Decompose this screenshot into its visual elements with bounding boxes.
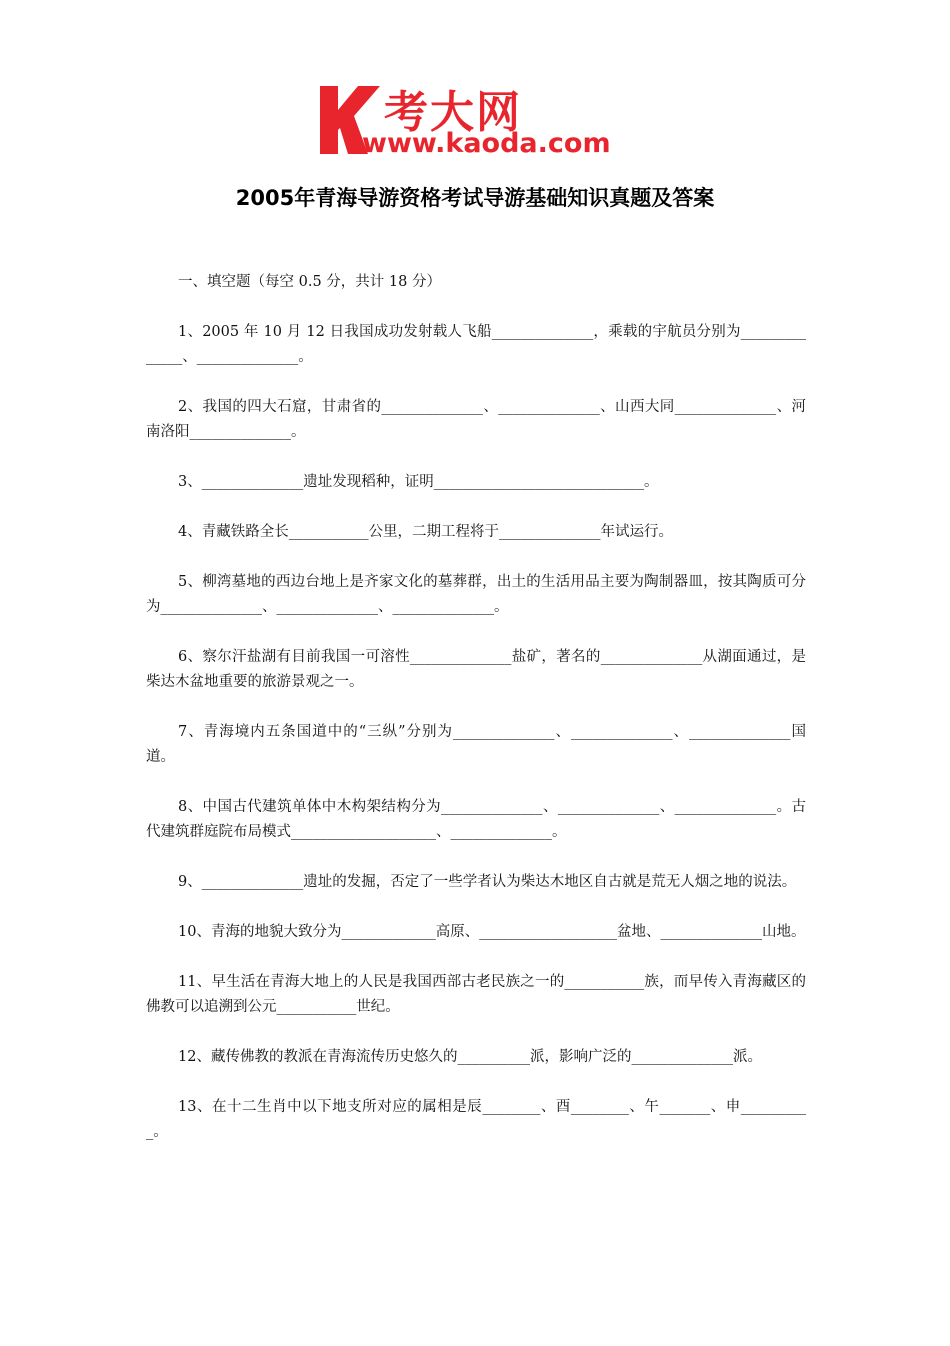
question-12: 12、藏传佛教的教派在青海流传历史悠久的__________派，影响广泛的______________派。 — [178, 1049, 762, 1065]
question-1: 1、2005 年 10 月 12 日我国成功发射载人飞船______________，乘载的宇航员分别为______________、______________。 — [146, 324, 806, 365]
logo-url-text: www.kaoda.com — [362, 128, 611, 159]
question-5: 5、柳湾墓地的西边台地上是齐家文化的墓葬群，出土的生活用品主要为陶制器皿，按其陶质可分为______________、______________、______________。 — [146, 574, 806, 615]
document-body — [146, 270, 806, 1170]
question-13: 13、在十二生肖中以下地支所对应的属相是辰________、酉________、午_______、申__________。 — [146, 1099, 806, 1140]
question-11: 11、早生活在青海大地上的人民是我国西部古老民族之一的___________族，而早传入青海藏区的佛教可以追溯到公元___________世纪。 — [146, 974, 806, 1015]
document-title: 2005年青海导游资格考试导游基础知识真题及答案 — [235, 186, 715, 210]
question-3: 3、______________遗址发现稻种，证明_____________________________。 — [178, 474, 659, 490]
question-10: 10、青海的地貌大致分为_____________高原、___________________盆地、______________山地。 — [178, 924, 806, 940]
question-8: 8、中国古代建筑单体中木构架结构分为______________、______________、______________。古代建筑群庭院布局模式____________________、______________。 — [146, 799, 806, 840]
question-2: 2、我国的四大石窟，甘肃省的______________、______________、山西大同______________、河南洛阳______________。 — [146, 399, 806, 440]
question-9: 9、______________遗址的发掘，否定了一些学者认为柴达木地区自古就是荒无人烟之地的说法。 — [178, 874, 797, 890]
question-7: 7、青海境内五条国道中的“三纵”分别为______________、______________、______________国道。 — [146, 724, 806, 765]
logo-chinese-text: 考大网 — [384, 87, 522, 138]
kaoda-logo — [318, 80, 648, 160]
question-4: 4、青藏铁路全长___________公里，二期工程将于______________年试运行。 — [178, 524, 673, 540]
question-6: 6、察尔汗盐湖有目前我国一可溶性______________盐矿，著名的______________从湖面通过，是柴达木盆地重要的旅游景观之一。 — [146, 649, 806, 690]
section-heading: 一、填空题（每空 0.5 分，共计 18 分） — [178, 274, 441, 290]
